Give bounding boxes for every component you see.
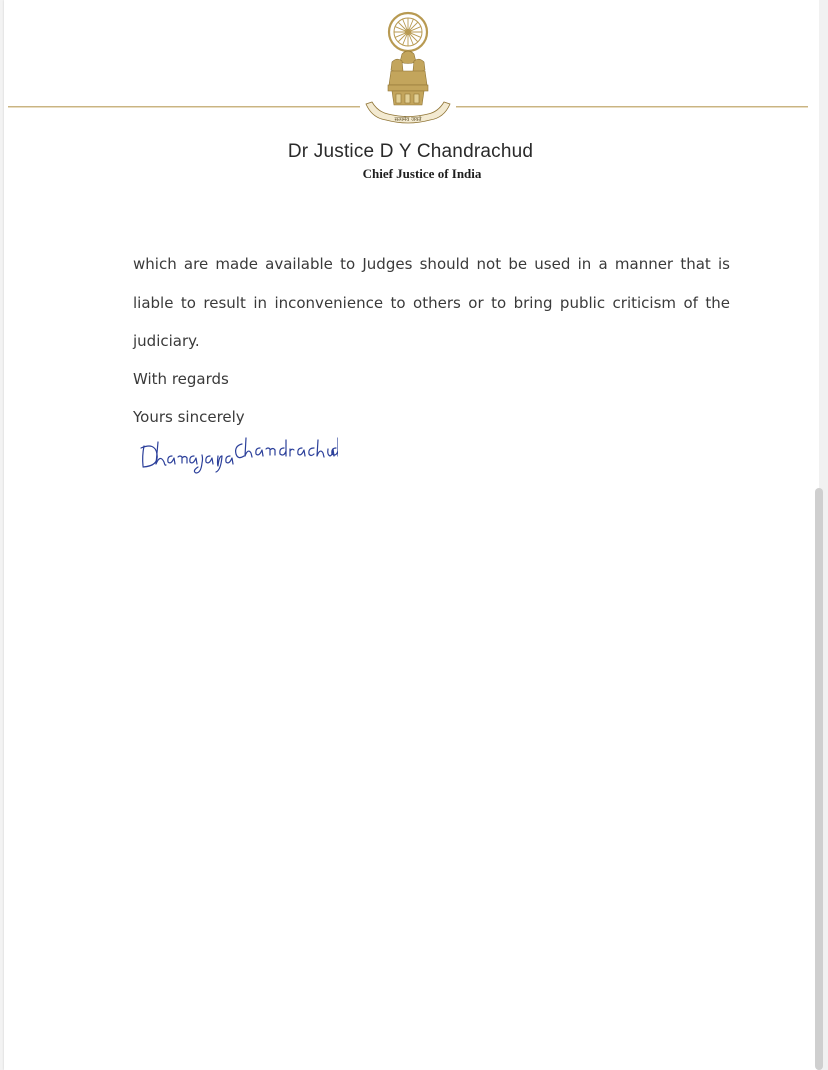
header-rule-left <box>8 106 360 107</box>
national-emblem-icon <box>362 8 454 132</box>
closing-line: With regards <box>133 370 229 388</box>
handwritten-signature <box>138 436 338 476</box>
author-title: Chief Justice of India <box>362 166 482 181</box>
scrollbar-thumb[interactable] <box>815 488 823 1070</box>
document-page <box>4 0 819 1070</box>
body-line-1: which are made available to Judges should not be used in a manner that is <box>133 255 730 273</box>
valediction-line: Yours sincerely <box>133 408 245 426</box>
body-line-3: judiciary. <box>133 332 200 350</box>
header-rule-right <box>456 106 808 107</box>
emblem-motto: सत्यमेव जयते <box>394 117 422 123</box>
author-name: Dr Justice D Y Chandrachud <box>287 141 534 162</box>
body-line-2: liable to result in inconvenience to others or to bring public criticism of the <box>133 294 730 312</box>
